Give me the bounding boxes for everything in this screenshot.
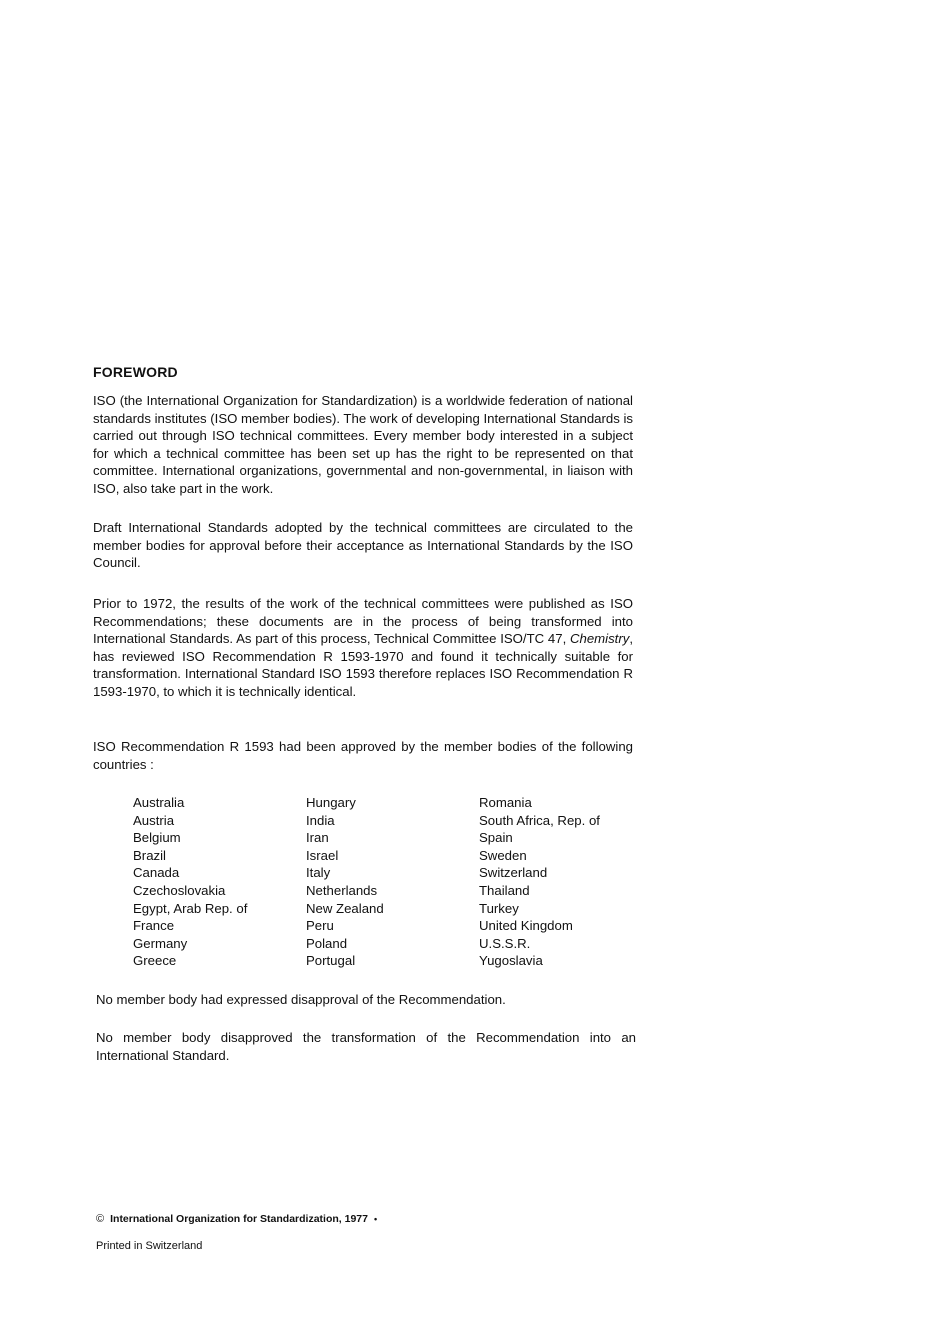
country-item: Belgium — [133, 830, 181, 846]
country-item: Iran — [306, 830, 329, 846]
country-item: Peru — [306, 918, 334, 934]
country-item: Romania — [479, 795, 532, 810]
country-item: Israel — [306, 847, 339, 863]
country-item: Germany — [133, 935, 188, 951]
copyright-line — [96, 1213, 377, 1225]
country-item: Austria — [133, 812, 175, 828]
country-item: Czechoslovakia — [133, 882, 226, 898]
copyright-text: International Organization for Standardization, 1977 — [110, 1213, 368, 1225]
country-item: Poland — [306, 935, 348, 951]
countries-column-2 — [306, 794, 479, 970]
paragraph-transformation-part1: Prior to 1972, the results of the work of the technical committees were published as ISO Recommendations; these documents are in the process of being transformed into International Standards. As part of this process, Technical Committee ISO/TC 47, — [93, 596, 633, 647]
country-item: Hungary — [306, 795, 356, 810]
country-item: Canada — [133, 865, 180, 881]
country-item: U.S.S.R. — [479, 935, 531, 951]
country-item: New Zealand — [306, 900, 384, 916]
country-item: United Kingdom — [479, 918, 573, 934]
country-item: Sweden — [479, 847, 527, 863]
paragraph-approval: ISO Recommendation R 1593 had been approved by the member bodies of the following countries : — [93, 739, 633, 772]
country-item: Switzerland — [479, 865, 548, 881]
paragraph-iso-intro: ISO (the International Organization for Standardization) is a worldwide federation of national standards institutes (ISO member bodies). The work of developing International Standards is carried out through ISO technical committees. Every member body interested in a subject for which a technical committee has been set up has the right to be represented on that committee. International organizations, governmental and non-governmental, in liaison with ISO, also take part in the work. — [93, 393, 633, 496]
committee-name-italic: Chemistry — [569, 631, 630, 647]
country-item: Thailand — [479, 882, 530, 898]
country-item: Yugoslavia — [479, 953, 543, 969]
bullet-icon: • — [373, 1214, 378, 1224]
country-item: Spain — [479, 830, 513, 846]
countries-column-3 — [479, 794, 652, 970]
country-item: South Africa, Rep. of — [479, 812, 600, 828]
country-item: Australia — [133, 795, 185, 810]
countries-column-1 — [133, 794, 306, 970]
paragraph-transformation — [93, 595, 633, 701]
foreword-heading: FOREWORD — [93, 364, 178, 380]
country-item: Egypt, Arab Rep. of — [133, 900, 248, 916]
country-item: Brazil — [133, 847, 166, 863]
paragraph-no-disapproval: No member body had expressed disapproval of the Recommendation. — [96, 992, 506, 1007]
country-item: France — [133, 918, 175, 934]
copyright-icon: © — [96, 1213, 105, 1225]
country-item: Portugal — [306, 953, 356, 969]
country-item: Italy — [306, 865, 331, 881]
country-item: Turkey — [479, 900, 519, 916]
paragraph-draft-standards: Draft International Standards adopted by the technical committees are circulated to the member bodies for approval before their acceptance as International Standards by the ISO Council. — [93, 520, 633, 571]
paragraph-transformation-part2: , has reviewed ISO Recommendation R 1593-1970 and found it technically suitable for transformation. International Standard ISO 1593 therefore replaces ISO Recommendation R 1593-1970, to which it is technically identical. — [93, 631, 633, 699]
country-item: Greece — [133, 953, 177, 969]
country-item: Netherlands — [306, 882, 378, 898]
country-item: India — [306, 812, 335, 828]
printed-in-text: Printed in Switzerland — [96, 1240, 203, 1252]
paragraph-no-disapproval-transformation: No member body disapproved the transformation of the Recommendation into an International Standard. — [96, 1030, 636, 1063]
countries-list — [133, 794, 653, 970]
